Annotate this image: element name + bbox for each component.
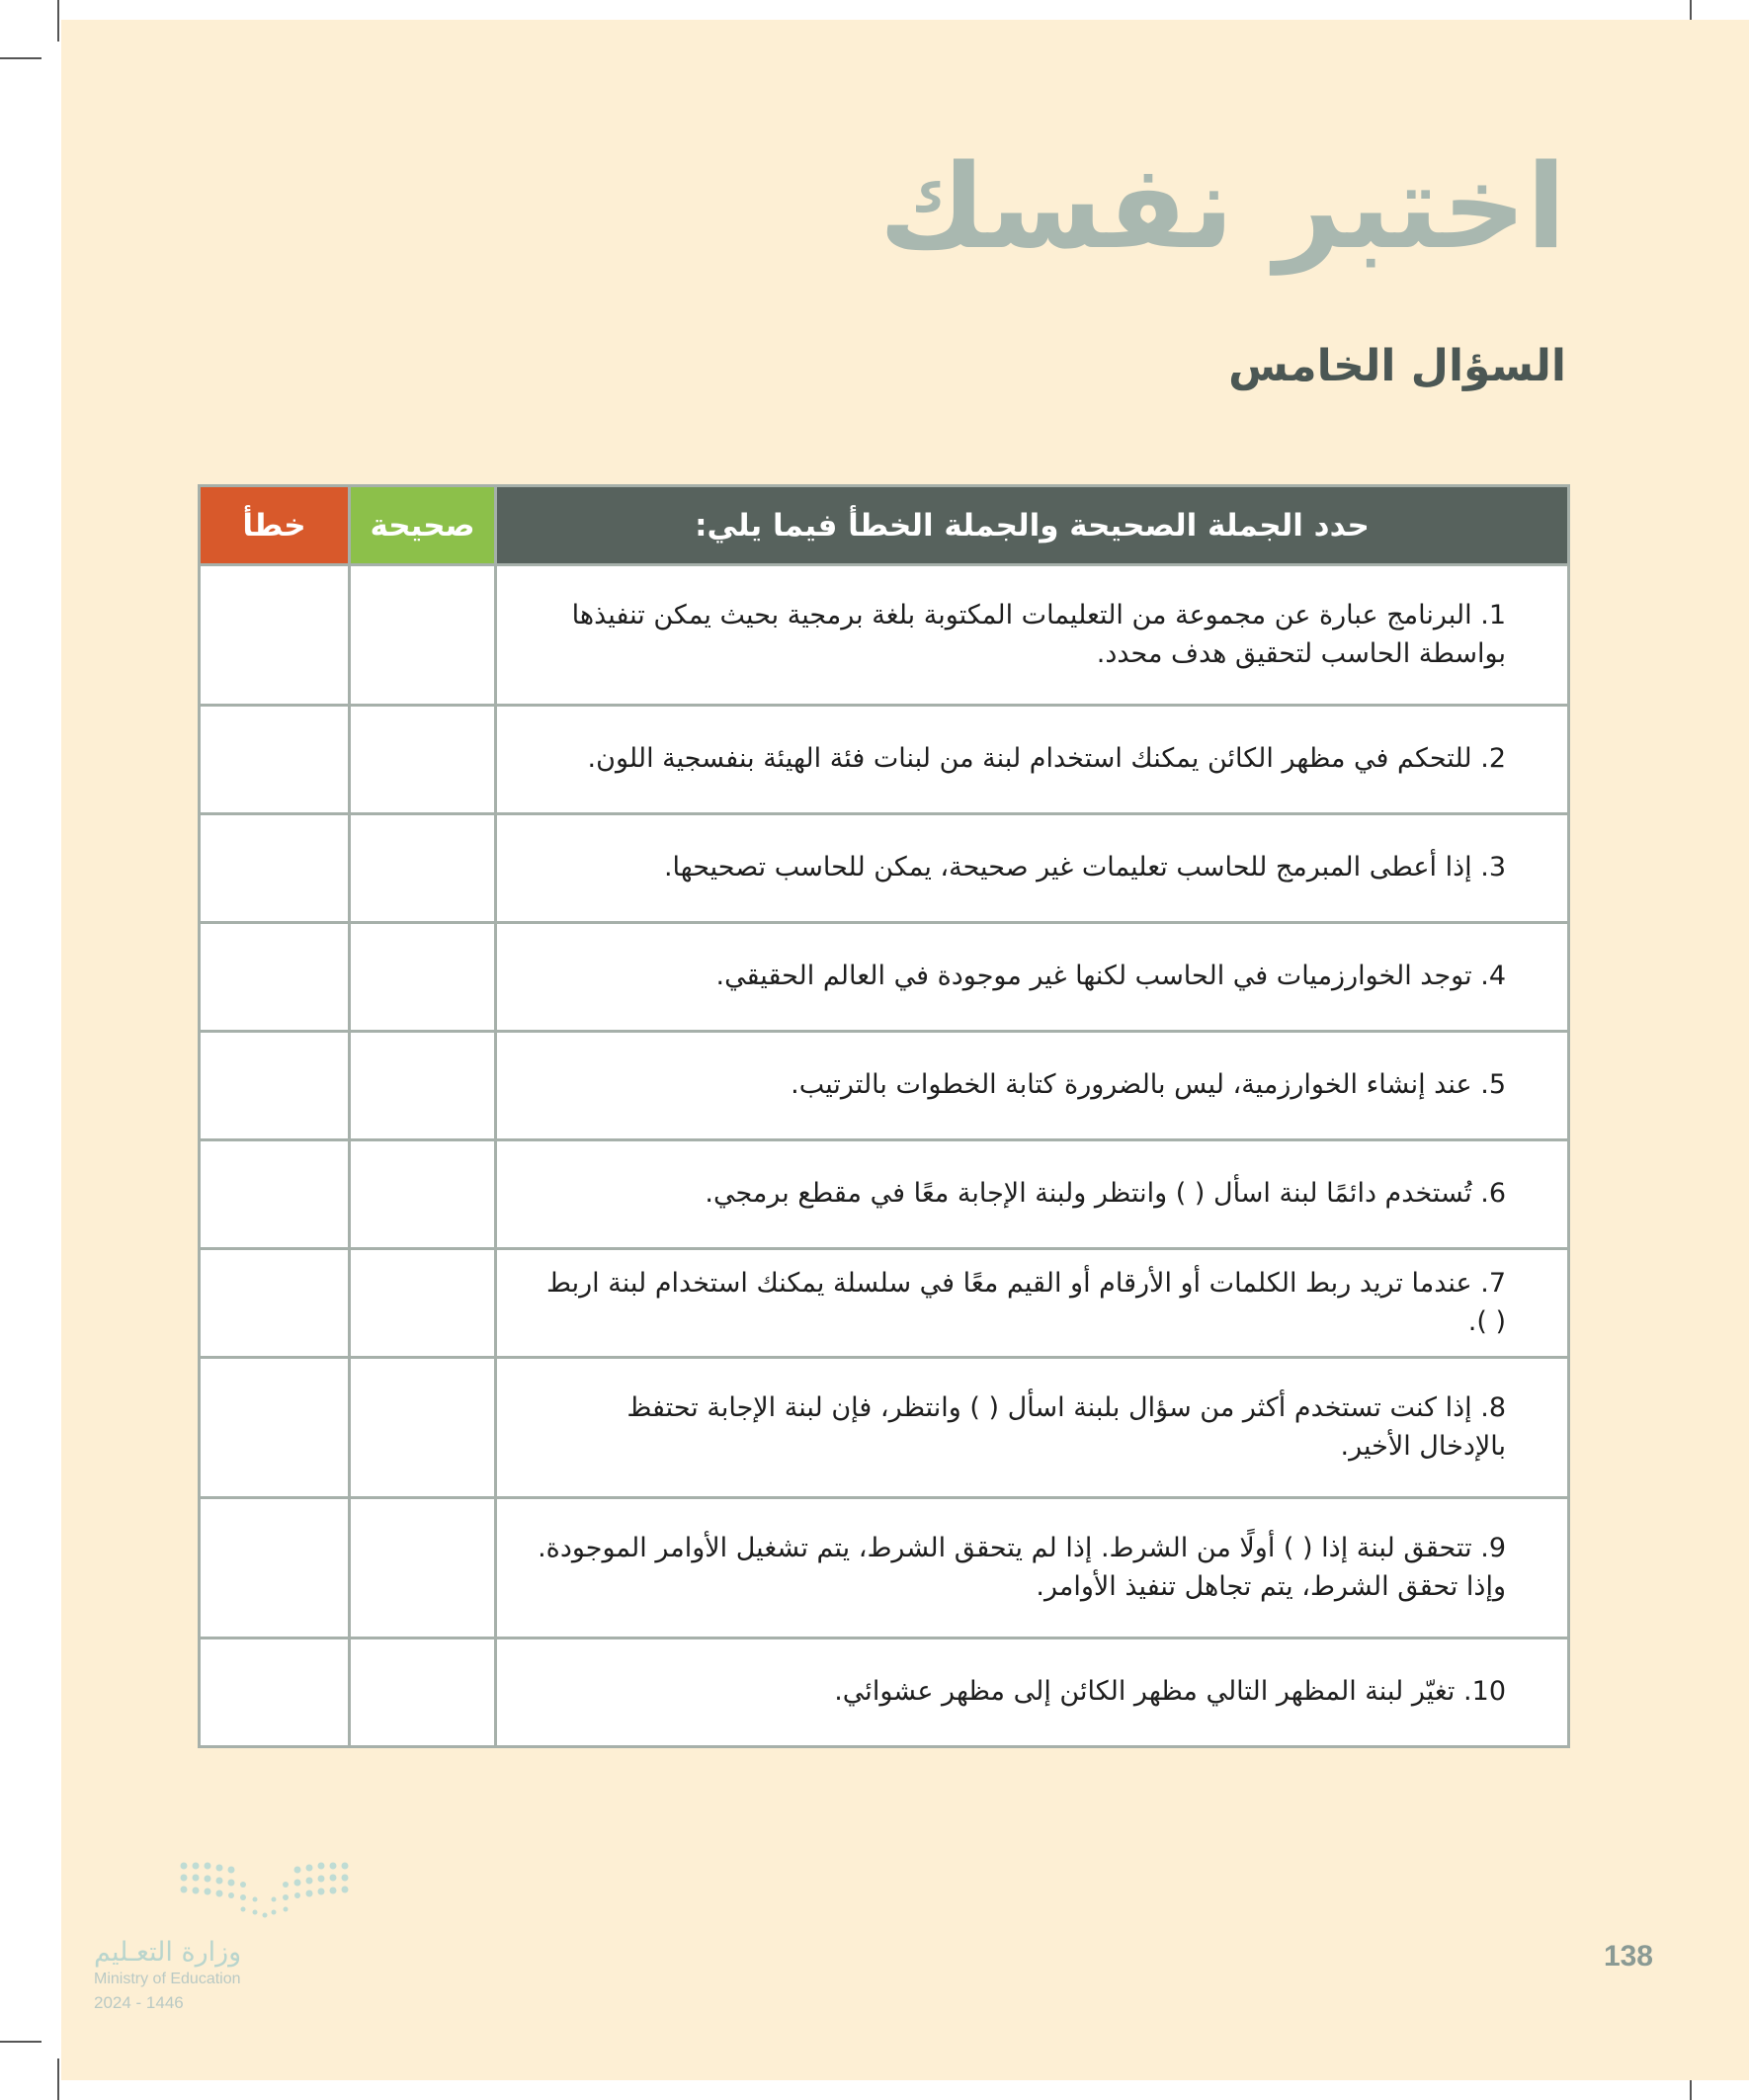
statement-number: 8. bbox=[1480, 1392, 1506, 1424]
statement-text: عندما تريد ربط الكلمات أو الأرقام أو القيم معًا في سلسلة يمكنك استخدام لبنة اربط ( ). bbox=[545, 1268, 1506, 1337]
false-answer-cell[interactable] bbox=[200, 923, 350, 1032]
statement-cell bbox=[496, 1032, 1569, 1140]
statement-text: توجد الخوارزميات في الحاسب لكنها غير موجودة في العالم الحقيقي. bbox=[715, 961, 1472, 992]
false-answer-cell[interactable] bbox=[200, 1638, 350, 1747]
ministry-name-english: Ministry of Education bbox=[94, 1971, 241, 1987]
statement-text: إذا أعطى المبرمج للحاسب تعليمات غير صحيحة، يمكن للحاسب تصحيحها. bbox=[663, 852, 1472, 883]
statement-cell bbox=[496, 1638, 1569, 1747]
true-column-header: صحيحة bbox=[350, 486, 496, 565]
statement-number: 7. bbox=[1480, 1268, 1506, 1300]
false-answer-cell[interactable] bbox=[200, 565, 350, 706]
crop-mark bbox=[0, 2041, 42, 2043]
statement-text: إذا كنت تستخدم أكثر من سؤال بلبنة اسأل ( ) وانتظر، فإن لبنة الإجابة تحتفظ بالإدخال الأخير. bbox=[626, 1392, 1506, 1462]
statement-number: 2. bbox=[1480, 743, 1506, 775]
table-row bbox=[200, 706, 1569, 814]
page-number: 138 bbox=[1603, 1940, 1653, 1973]
true-answer-cell[interactable] bbox=[350, 923, 496, 1032]
true-answer-cell[interactable] bbox=[350, 1032, 496, 1140]
false-answer-cell[interactable] bbox=[200, 1498, 350, 1638]
statement-cell bbox=[496, 1358, 1569, 1498]
true-answer-cell[interactable] bbox=[350, 1358, 496, 1498]
true-answer-cell[interactable] bbox=[350, 1638, 496, 1747]
table-row bbox=[200, 1249, 1569, 1358]
crop-mark bbox=[57, 2058, 59, 2100]
statement-cell bbox=[496, 706, 1569, 814]
statement-number: 1. bbox=[1480, 600, 1506, 631]
table-row bbox=[200, 814, 1569, 923]
page-title: اختبر نفسك bbox=[878, 138, 1566, 275]
true-answer-cell[interactable] bbox=[350, 565, 496, 706]
true-answer-cell[interactable] bbox=[350, 1498, 496, 1638]
table-row bbox=[200, 565, 1569, 706]
statement-text: البرنامج عبارة عن مجموعة من التعليمات المكتوبة بلغة برمجية بحيث يمكن تنفيذها بواسطة الحاسب لتحقيق هدف محدد. bbox=[571, 600, 1506, 669]
table-row bbox=[200, 1358, 1569, 1498]
true-answer-cell[interactable] bbox=[350, 814, 496, 923]
crop-mark bbox=[57, 0, 59, 42]
statement-text: تتحقق لبنة إذا ( ) أولًا من الشرط. إذا لم يتحقق الشرط، يتم تشغيل الأوامر الموجودة. وإذا تحقق الشرط، يتم تجاهل تنفيذ الأوامر. bbox=[538, 1533, 1506, 1602]
false-answer-cell[interactable] bbox=[200, 1249, 350, 1358]
statement-cell bbox=[496, 923, 1569, 1032]
ministry-dots-icon bbox=[178, 1860, 351, 1929]
false-answer-cell[interactable] bbox=[200, 706, 350, 814]
ministry-year: 2024 - 1446 bbox=[94, 1993, 184, 2012]
statement-number: 10. bbox=[1463, 1676, 1506, 1708]
statement-cell bbox=[496, 1140, 1569, 1249]
statement-text: للتحكم في مظهر الكائن يمكنك استخدام لبنة من لبنات فئة الهيئة بنفسجية اللون. bbox=[587, 743, 1472, 775]
statement-cell bbox=[496, 1249, 1569, 1358]
statement-number: 9. bbox=[1480, 1533, 1506, 1564]
table-row bbox=[200, 1032, 1569, 1140]
statement-number: 4. bbox=[1480, 961, 1506, 992]
true-false-table bbox=[198, 484, 1570, 1748]
crop-mark bbox=[0, 57, 42, 59]
ministry-name-arabic: وزارة التعـليم bbox=[94, 1937, 242, 1968]
instruction-header: حدد الجملة الصحيحة والجملة الخطأ فيما يلي: bbox=[496, 486, 1569, 565]
false-answer-cell[interactable] bbox=[200, 1032, 350, 1140]
true-answer-cell[interactable] bbox=[350, 1249, 496, 1358]
false-answer-cell[interactable] bbox=[200, 1358, 350, 1498]
ministry-logo bbox=[94, 1858, 351, 2012]
true-answer-cell[interactable] bbox=[350, 706, 496, 814]
statement-number: 6. bbox=[1480, 1178, 1506, 1210]
false-column-header: خطأ bbox=[200, 486, 350, 565]
true-answer-cell[interactable] bbox=[350, 1140, 496, 1249]
false-answer-cell[interactable] bbox=[200, 1140, 350, 1249]
statement-cell bbox=[496, 1498, 1569, 1638]
statement-text: تُستخدم دائمًا لبنة اسأل ( ) وانتظر ولبنة الإجابة معًا في مقطع برمجي. bbox=[705, 1178, 1472, 1210]
statement-text: تغيّر لبنة المظهر التالي مظهر الكائن إلى مظهر عشوائي. bbox=[834, 1676, 1456, 1708]
section-title: السؤال الخامس bbox=[1228, 341, 1566, 391]
statement-number: 5. bbox=[1480, 1069, 1506, 1101]
statement-text: عند إنشاء الخوارزمية، ليس بالضرورة كتابة الخطوات بالترتيب. bbox=[791, 1069, 1472, 1101]
statement-cell bbox=[496, 565, 1569, 706]
false-answer-cell[interactable] bbox=[200, 814, 350, 923]
table-header-row bbox=[200, 486, 1569, 565]
statement-number: 3. bbox=[1480, 852, 1506, 883]
table-row bbox=[200, 1638, 1569, 1747]
table-row bbox=[200, 923, 1569, 1032]
table-row bbox=[200, 1498, 1569, 1638]
statement-cell bbox=[496, 814, 1569, 923]
table-row bbox=[200, 1140, 1569, 1249]
